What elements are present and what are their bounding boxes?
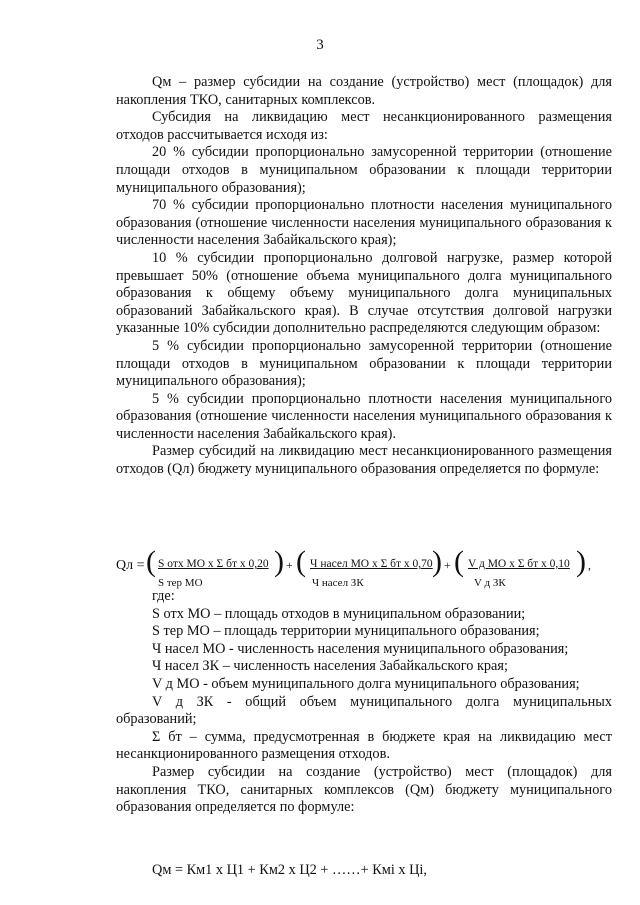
definition-ch-nasel-zk: Ч насел ЗК – численность населения Забайкальского края; bbox=[152, 658, 508, 675]
document-body bbox=[116, 74, 612, 479]
ql-formula bbox=[116, 542, 616, 590]
formula-plus-1: + bbox=[286, 558, 293, 572]
definition-v-d-zk: V д ЗК - общий объем муниципального долга муниципальных образований; bbox=[116, 693, 612, 728]
formula-paren-close-3: ) bbox=[576, 545, 586, 578]
paragraph-subsidy-intro: Субсидия на ликвидацию мест несанкционированного размещения отходов рассчитывается исходя из: bbox=[116, 109, 612, 143]
formula-term1-numerator: S отх МО х Σ бт х 0,20 bbox=[158, 558, 269, 570]
paragraph-70-percent: 70 % субсидии пропорционально плотности населения муниципального образования (отношение численности населения муниципального образования к численности населения Забайкальского края); bbox=[116, 197, 612, 249]
formula-term3-denominator: V д ЗК bbox=[474, 577, 506, 589]
definitions-block bbox=[116, 588, 612, 817]
definition-s-ter-mo: S тер МО – площадь территории муниципального образования; bbox=[152, 623, 540, 640]
paragraph-5-percent-population: 5 % субсидии пропорционально плотности населения муниципального образования (отношение численности населения муниципального образования к численности населения Забайкальского края). bbox=[116, 390, 612, 442]
formula-paren-close-2: ) bbox=[432, 545, 442, 578]
formula-lhs: Qл = bbox=[116, 558, 145, 573]
formula-term2-denominator: Ч насел ЗК bbox=[312, 577, 364, 589]
definition-sum-bt: Σ бт – сумма, предусмотренная в бюджете края на ликвидацию мест несанкционированного размещения отходов. bbox=[116, 728, 612, 763]
formula-paren-open-3: ( bbox=[454, 545, 464, 578]
formula-end: , bbox=[588, 558, 591, 572]
formula-paren-open-1: ( bbox=[146, 545, 156, 578]
paragraph-ql-formula-intro: Размер субсидий на ликвидацию мест несанкционированного размещения отходов (Qл) бюджету муниципального образования определяется по формуле: bbox=[116, 443, 612, 478]
paragraph-10-percent: 10 % субсидии пропорционально долговой нагрузке, размер которой превышает 50% (отношение объема муниципального долга муниципального образования к общему объему муниципального долга муниципальных образований Забайкальского края). В случае отсутствия долговой нагрузки указанные 10% субсидии дополнительно распределяются следующим образом: bbox=[116, 249, 612, 337]
formula-paren-close-1: ) bbox=[274, 545, 284, 578]
where-label: где: bbox=[152, 588, 175, 604]
formula-term3-numerator: V д МО х Σ бт х 0,10 bbox=[468, 558, 570, 570]
formula-term1-denominator: S тер МО bbox=[158, 577, 203, 589]
paragraph-qm-formula-intro: Размер субсидии на создание (устройство) мест (площадок) для накопления ТКО, санитарных комплексов (Qм) бюджету муниципального образования определяется по формуле: bbox=[116, 763, 612, 816]
paragraph-qm-definition: Qм – размер субсидии на создание (устройство) мест (площадок) для накопления ТКО, санитарных комплексов. bbox=[116, 74, 612, 108]
paragraph-5-percent-territory: 5 % субсидии пропорционально замусоренной территории (отношение площади отходов в муниципальном образовании к площади территории муниципального образования); bbox=[116, 337, 612, 390]
paragraph-20-percent: 20 % субсидии пропорционально замусоренной территории (отношение площади отходов в муниципальном образовании к площади территории муниципального образования); bbox=[116, 144, 612, 196]
definition-v-d-mo: V д МО - объем муниципального долга муниципального образования; bbox=[152, 675, 580, 692]
formula-plus-2: + bbox=[444, 558, 451, 572]
formula-term2-numerator: Ч насел МО х Σ бт х 0,70 bbox=[310, 558, 433, 570]
definition-s-otx-mo: S отх МО – площадь отходов в муниципальном образовании; bbox=[152, 605, 526, 622]
formula-paren-open-2: ( bbox=[296, 545, 306, 578]
page-number: 3 bbox=[316, 37, 324, 53]
definition-ch-nasel-mo: Ч насел МО - численность населения муниципального образования; bbox=[152, 640, 569, 657]
qm-formula: Qм = Км1 х Ц1 + Км2 х Ц2 + ……+ Кмi х Цi, bbox=[152, 862, 427, 878]
